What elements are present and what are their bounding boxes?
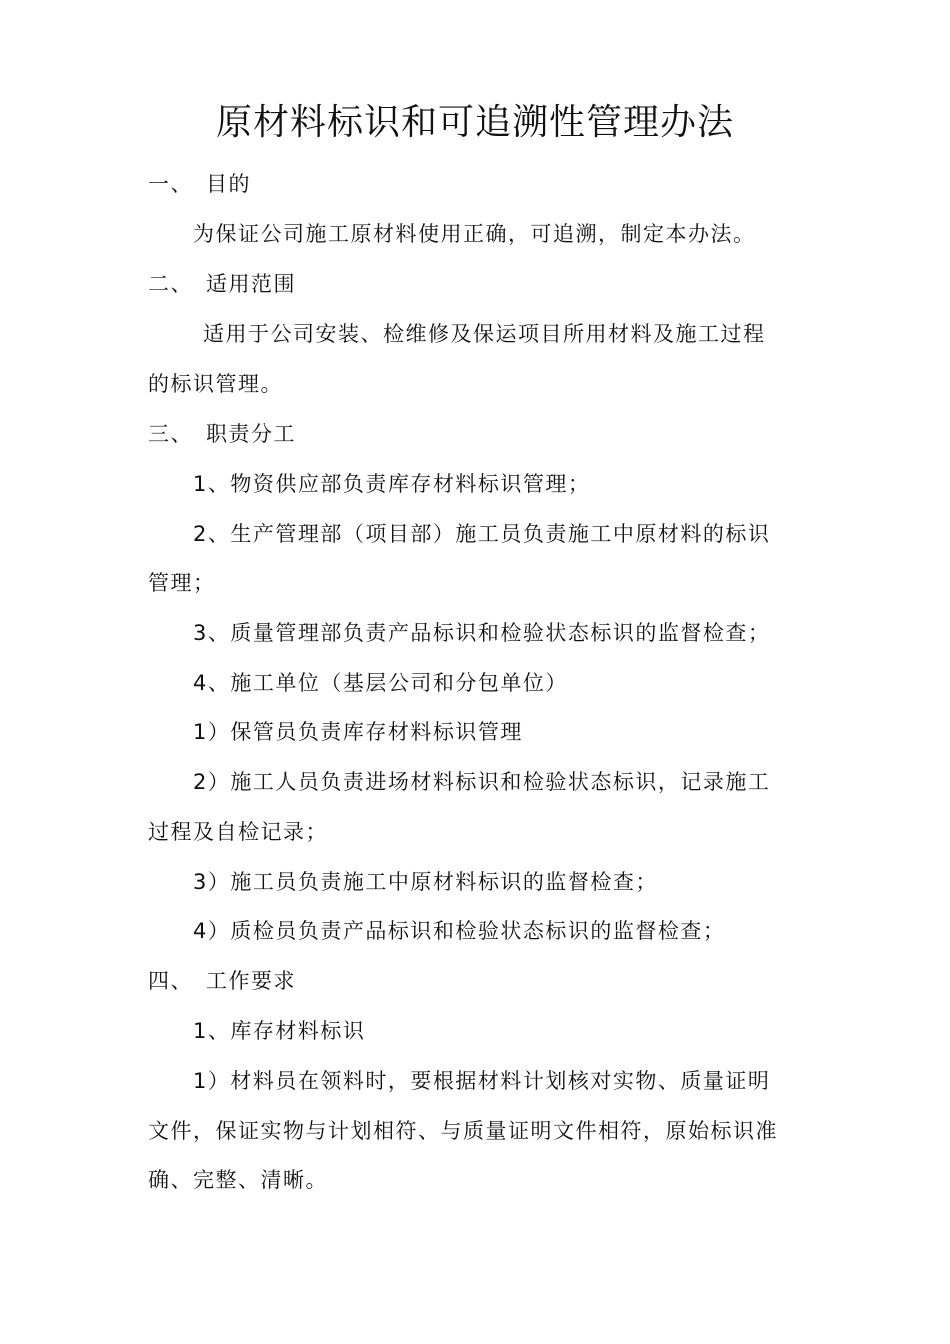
list-item-continuation: 文件，保证实物与计划相符、与质量证明文件相符，原始标识准 xyxy=(148,1119,778,1143)
list-item: 1、物资供应部负责库存材料标识管理； xyxy=(193,472,591,496)
section-heading-4 xyxy=(148,965,296,997)
section-title: 工作要求 xyxy=(206,969,296,993)
list-item: 4）质检员负责产品标识和检验状态标识的监督检查； xyxy=(193,919,726,943)
paragraph-line: 为保证公司施工原材料使用正确，可追溯，制定本办法。 xyxy=(193,222,756,246)
section-number: 四、 xyxy=(148,969,193,993)
section-title: 目的 xyxy=(206,172,251,196)
document-title: 原材料标识和可追溯性管理办法 xyxy=(215,102,734,143)
list-item: 4、施工单位（基层公司和分包单位） xyxy=(193,671,568,695)
section-heading-1 xyxy=(148,168,251,200)
list-item: 1、库存材料标识 xyxy=(193,1019,366,1043)
section-number: 一、 xyxy=(148,172,193,196)
section-title: 适用范围 xyxy=(206,272,296,296)
list-item-continuation: 管理； xyxy=(148,571,216,595)
list-item-continuation: 确、完整、清晰。 xyxy=(148,1168,328,1192)
paragraph-line: 适用于公司安装、检维修及保运项目所用材料及施工过程 xyxy=(203,322,766,346)
list-item: 3）施工员负责施工中原材料标识的监督检查； xyxy=(193,870,658,894)
list-item: 2）施工人员负责进场材料标识和检验状态标识，记录施工 xyxy=(193,770,771,794)
list-item: 1）保管员负责库存材料标识管理 xyxy=(193,720,523,744)
list-item: 2、生产管理部（项目部）施工员负责施工中原材料的标识 xyxy=(193,522,771,546)
section-number: 二、 xyxy=(148,272,193,296)
list-item-continuation: 过程及自检记录； xyxy=(148,820,328,844)
section-number: 三、 xyxy=(148,422,193,446)
paragraph-line: 的标识管理。 xyxy=(148,372,283,396)
list-item: 1）材料员在领料时，要根据材料计划核对实物、质量证明 xyxy=(193,1069,771,1093)
section-title: 职责分工 xyxy=(206,422,296,446)
section-heading-2 xyxy=(148,268,296,300)
list-item: 3、质量管理部负责产品标识和检验状态标识的监督检查； xyxy=(193,621,771,645)
section-heading-3 xyxy=(148,418,296,450)
